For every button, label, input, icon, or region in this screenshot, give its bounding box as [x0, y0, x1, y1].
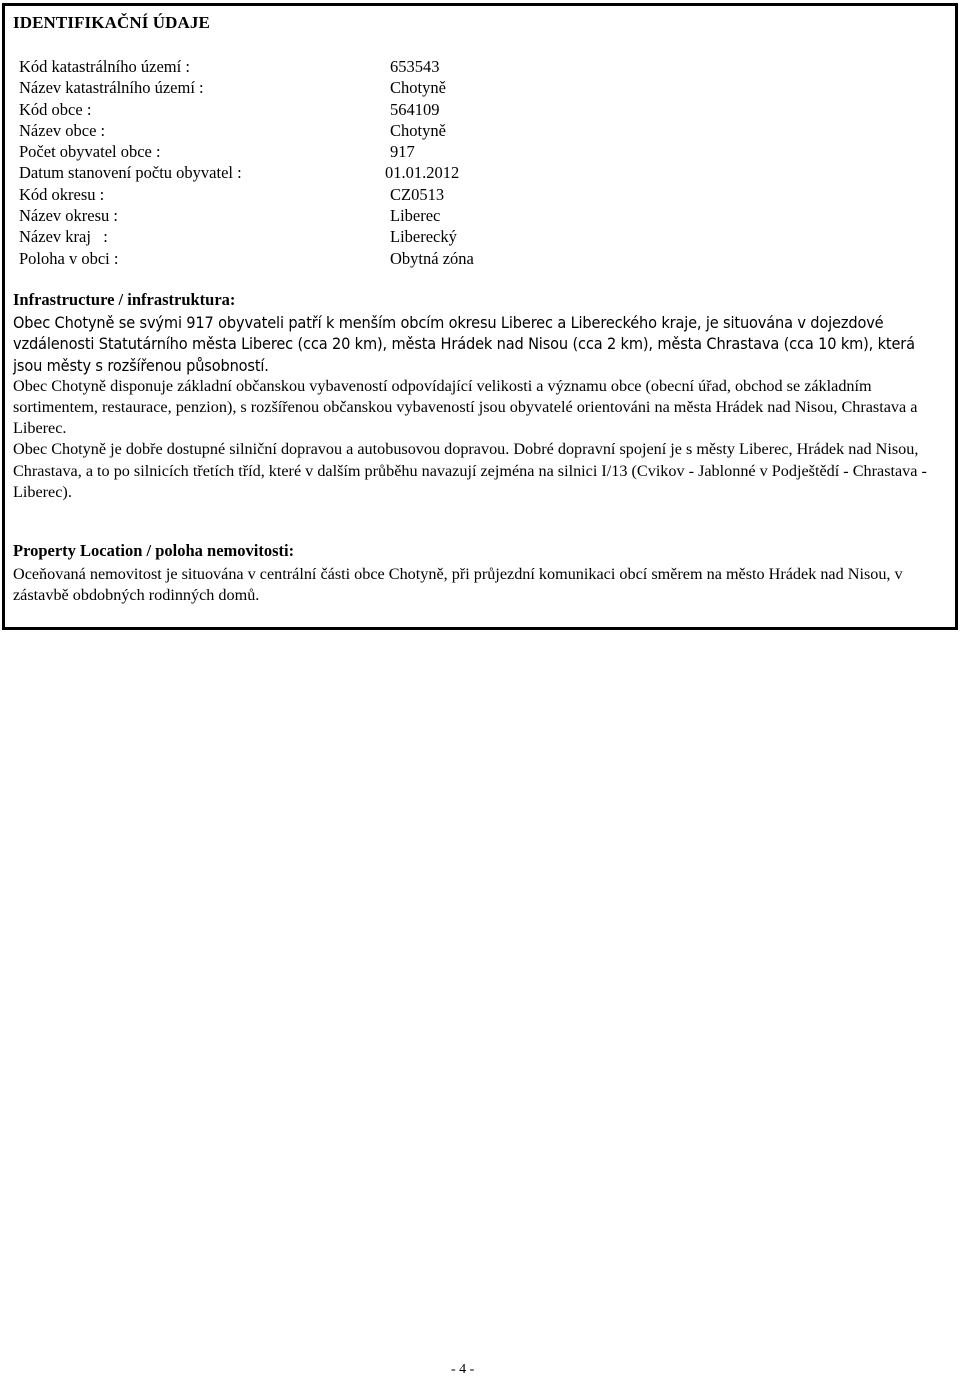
id-label: Poloha v obci :: [19, 248, 119, 268]
id-label: Kód katastrálního území :: [19, 57, 190, 76]
location-paragraph: Oceňovaná nemovitost je situována v centrální části obce Chotyně, při průjezdní komunikaci obcí směrem na město Hrádek nad Nisou, v zástavbě obdobných rodinných domů.: [13, 565, 903, 605]
id-value: 564109: [390, 99, 440, 119]
infrastructure-paragraph: Obec Chotyně je dobře dostupné silniční dopravou a autobusovou dopravou. Dobré dopravní spojení je s městy Liberec, Hrádek nad Nisou, Chrastava, a to po silnicích třetích tříd, které v dalším průběhu navazují zejména na silnici I/13 (Cvikov - Jablonné v Podještědí - Chrastava - Liberec).: [13, 440, 927, 501]
id-value: Obytná zóna: [390, 248, 474, 268]
id-label: Kód okresu :: [19, 184, 105, 204]
id-value: CZ0513: [390, 184, 445, 204]
infrastructure-section: [13, 289, 948, 503]
id-label: Název obce :: [19, 120, 106, 140]
id-value: Liberec: [390, 206, 441, 226]
id-label: Počet obyvatel obce :: [19, 142, 161, 162]
id-value: Chotyně: [390, 78, 446, 98]
id-value: 917: [390, 142, 415, 162]
id-label: Název okresu :: [19, 206, 118, 226]
page-number: - 4 -: [451, 1362, 475, 1377]
location-section: [13, 540, 948, 607]
infrastructure-paragraph: Obec Chotyně disponuje základní občanskou vybaveností odpovídající velikosti a významu obce (obecní úřad, obchod se základním sortimentem, restaurace, penzion), s rozšířenou občanskou vybaveností jsou obyvatelé orientováni na města Hrádek nad Nisou, Chrastava a Liberec.: [13, 376, 918, 438]
id-label: Datum stanovení počtu obyvatel :: [19, 163, 242, 183]
section-title: IDENTIFIKAČNÍ ÚDAJE: [13, 13, 210, 32]
id-value: 653543: [390, 57, 440, 76]
id-label: Název katastrálního území :: [19, 78, 204, 98]
id-value: 01.01.2012: [385, 163, 460, 183]
identification-frame: [2, 3, 958, 630]
id-label: Název kraj :: [19, 227, 108, 247]
id-value: Chotyně: [390, 120, 446, 140]
location-heading: Property Location / poloha nemovitosti:: [13, 541, 295, 560]
infrastructure-paragraph: Obec Chotyně se svými 917 obyvateli patří k menším obcím okresu Liberec a Libereckého kraje, je situována v dojezdové vzdálenosti Statutárního města Liberec (cca 20 km), města Hrádek nad Nisou (cca 2 km), města Chrastava (cca 10 km), která jsou městy s rozšířenou působností.: [13, 313, 915, 375]
id-value: Liberecký: [390, 227, 457, 247]
infrastructure-heading: Infrastructure / infrastruktura:: [13, 290, 236, 309]
id-label: Kód obce :: [19, 99, 92, 119]
